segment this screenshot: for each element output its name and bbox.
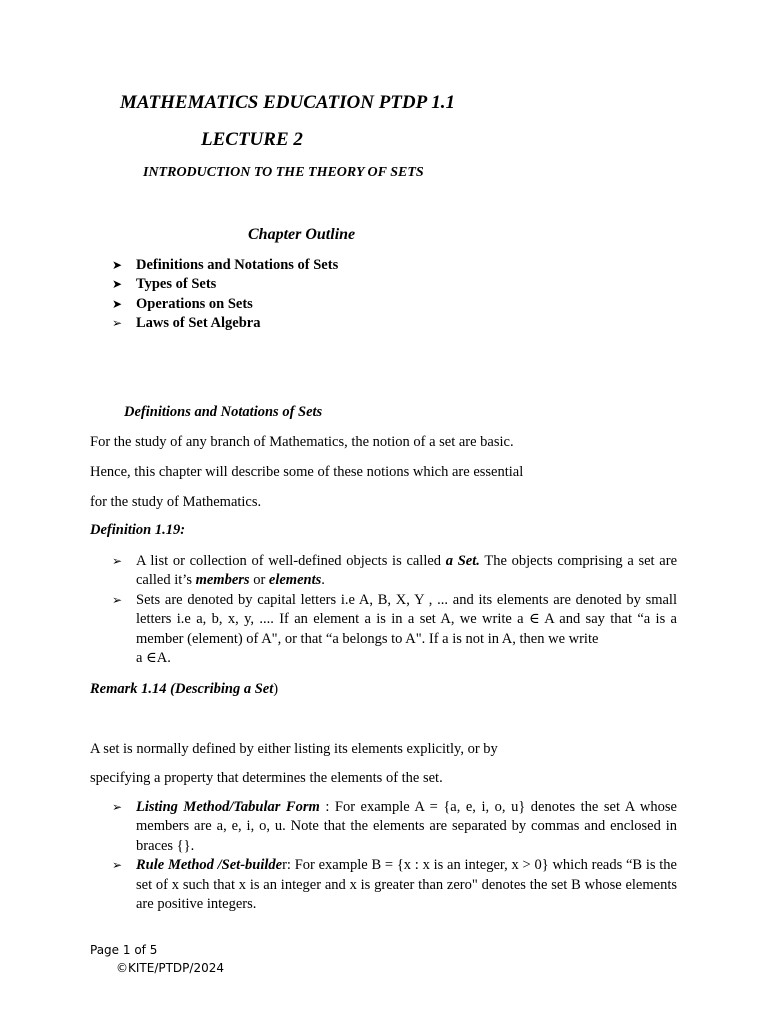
lecture-subtitle: INTRODUCTION TO THE THEORY OF SETS <box>143 165 424 180</box>
definition-heading: Definition 1.19: <box>90 522 186 538</box>
outline-item-label: Operations on Sets <box>136 295 253 312</box>
arrow-bullet-icon: ➤ <box>112 296 123 311</box>
remark-heading: Remark 1.14 (Describing a Set) <box>90 681 279 697</box>
list-item <box>112 591 677 669</box>
arrow-bullet-icon: ➢ <box>112 592 123 607</box>
notation-text: Sets are denoted by capital letters i.e A, B, X, Y , ... and its elements are denoted by small letters i.e a, b, x, y, .... If an element a is in a set A, we write a ∈ A and say that “a is a member (element) of A", or that “a belongs to A". If a is not in A, then we write a ∈A. <box>136 591 677 667</box>
describing-line: A set is normally defined by either listing its elements explicitly, or by <box>90 741 498 757</box>
definition-list <box>112 552 677 668</box>
list-item <box>112 798 677 856</box>
rule-method-text: Rule Method /Set-builder: For example B = {x : x is an integer, x > 0} which reads “B is the set of x such that x is an integer and x is greater than zero" denotes the set B whose elements are positive integers. <box>136 857 677 913</box>
listing-method-text: Listing Method/Tabular Form : For example A = {a, e, i, o, u} denotes the set A whose members are a, e, i, o, u. Note that the elements are separated by commas and enclosed in braces {}. <box>136 799 677 854</box>
list-item <box>112 856 677 914</box>
outline-item <box>112 256 512 275</box>
arrow-bullet-icon: ➤ <box>112 258 123 272</box>
intro-line: For the study of any branch of Mathematics, the notion of a set are basic. <box>90 434 514 450</box>
arrow-bullet-icon: ➤ <box>112 277 123 292</box>
section-heading: Definitions and Notations of Sets <box>124 404 323 420</box>
outline-item-label: Definitions and Notations of Sets <box>136 257 339 273</box>
copyright-notice: ©KITE/PTDP/2024 <box>116 961 224 975</box>
document-title: MATHEMATICS EDUCATION PTDP 1.1 <box>120 92 456 113</box>
arrow-bullet-icon: ➢ <box>112 858 123 873</box>
list-item <box>112 552 677 591</box>
describing-line: specifying a property that determines the elements of the set. <box>90 770 443 786</box>
chapter-outline-list <box>112 256 512 334</box>
members-term: members <box>195 572 250 589</box>
arrow-bullet-icon: ➢ <box>112 800 123 814</box>
definition-set-text: A list or collection of well-defined objects is called a Set. The objects comprising a set are called it’s members or elements. <box>136 553 678 589</box>
arrow-bullet-icon: ➢ <box>112 316 123 331</box>
outline-item <box>112 275 512 294</box>
arrow-bullet-icon: ➢ <box>112 554 123 568</box>
outline-item <box>112 295 512 314</box>
set-term: a Set. <box>445 553 480 569</box>
page-number: Page 1 of 5 <box>90 943 158 957</box>
outline-item-label: Laws of Set Algebra <box>136 315 261 332</box>
elements-term: elements <box>268 572 322 589</box>
lecture-number: LECTURE 2 <box>201 129 303 150</box>
intro-line: for the study of Mathematics. <box>90 494 262 510</box>
outline-item <box>112 314 512 333</box>
outline-heading: Chapter Outline <box>248 226 356 243</box>
rule-method-term: Rule Method /Set-builde <box>136 857 283 874</box>
intro-line: Hence, this chapter will describe some of these notions which are essential <box>90 464 524 480</box>
method-list <box>112 798 677 914</box>
outline-item-label: Types of Sets <box>136 276 217 293</box>
listing-method-term: Listing Method/Tabular Form <box>136 799 320 815</box>
